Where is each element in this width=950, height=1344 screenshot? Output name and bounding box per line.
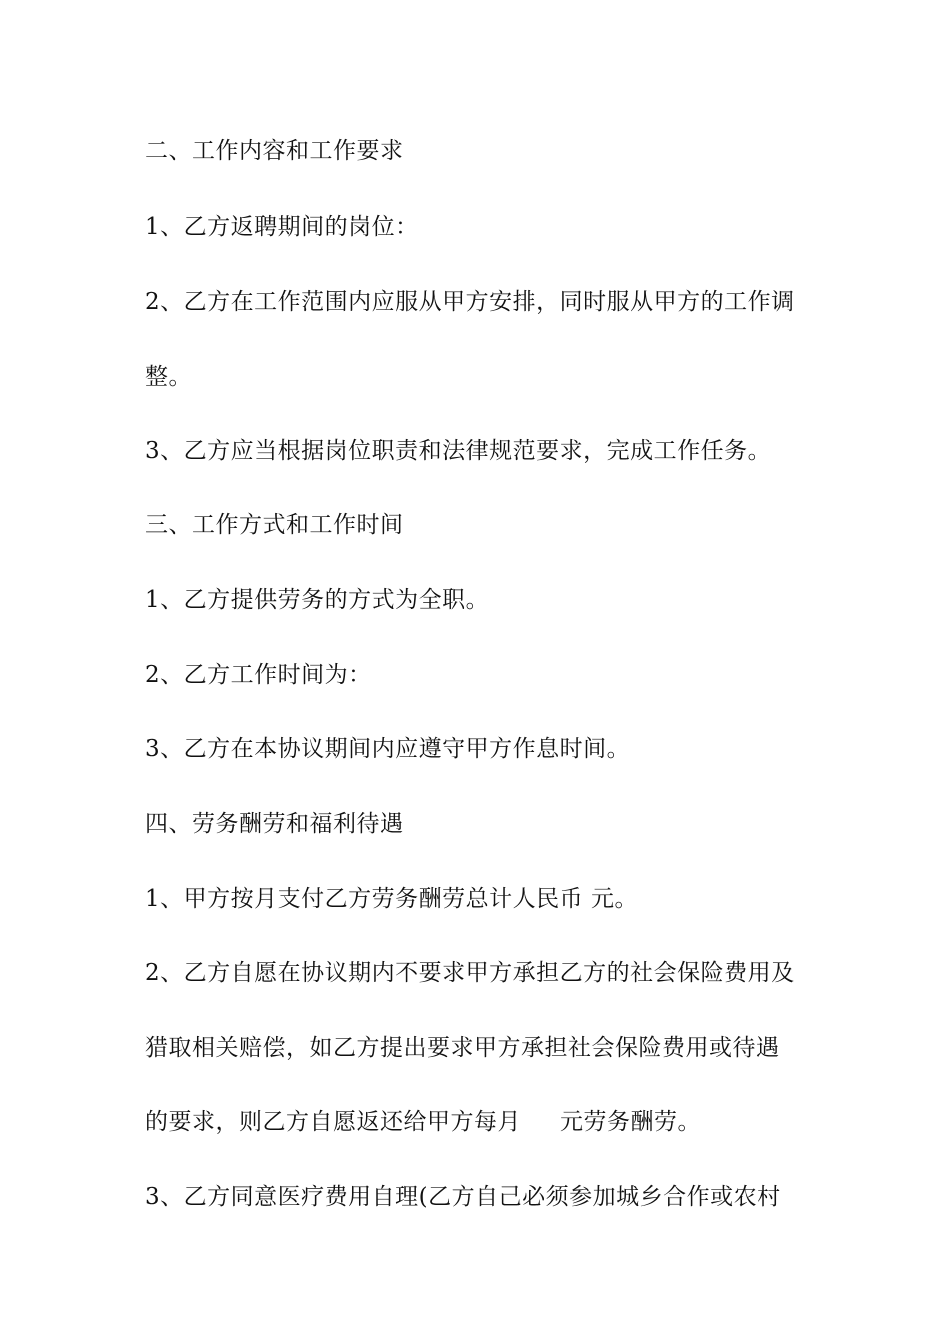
clause-2-3: 3、乙方应当根据岗位职责和法律规范要求，完成工作任务。 — [145, 438, 772, 464]
clause-3-3: 3、乙方在本协议期间内应遵守甲方作息时间。 — [145, 736, 631, 762]
clause-4-1: 1、甲方按月支付乙方劳务酬劳总计人民币 元。 — [145, 886, 638, 912]
clause-4-2-continued-2: 的要求，则乙方自愿返还给甲方每月 元劳务酬劳。 — [145, 1109, 702, 1135]
clause-3-2: 2、乙方工作时间为： — [145, 662, 372, 688]
clause-4-3: 3、乙方同意医疗费用自理(乙方自己必须参加城乡合作或农村 — [145, 1184, 781, 1210]
clause-2-1: 1、乙方返聘期间的岗位： — [145, 214, 419, 240]
clause-2-2: 2、乙方在工作范围内应服从甲方安排，同时服从甲方的工作调 — [145, 289, 795, 315]
clause-4-2-continued-1: 猎取相关赔偿，如乙方提出要求甲方承担社会保险费用或待遇 — [145, 1035, 780, 1061]
section-heading-2: 二、工作内容和工作要求 — [145, 138, 404, 164]
section-heading-4: 四、劳务酬劳和福利待遇 — [145, 811, 404, 837]
clause-3-1: 1、乙方提供劳务的方式为全职。 — [145, 587, 490, 613]
clause-2-2-continued: 整。 — [145, 364, 192, 390]
section-heading-3: 三、工作方式和工作时间 — [145, 512, 404, 538]
clause-4-2: 2、乙方自愿在协议期内不要求甲方承担乙方的社会保险费用及 — [145, 960, 795, 986]
